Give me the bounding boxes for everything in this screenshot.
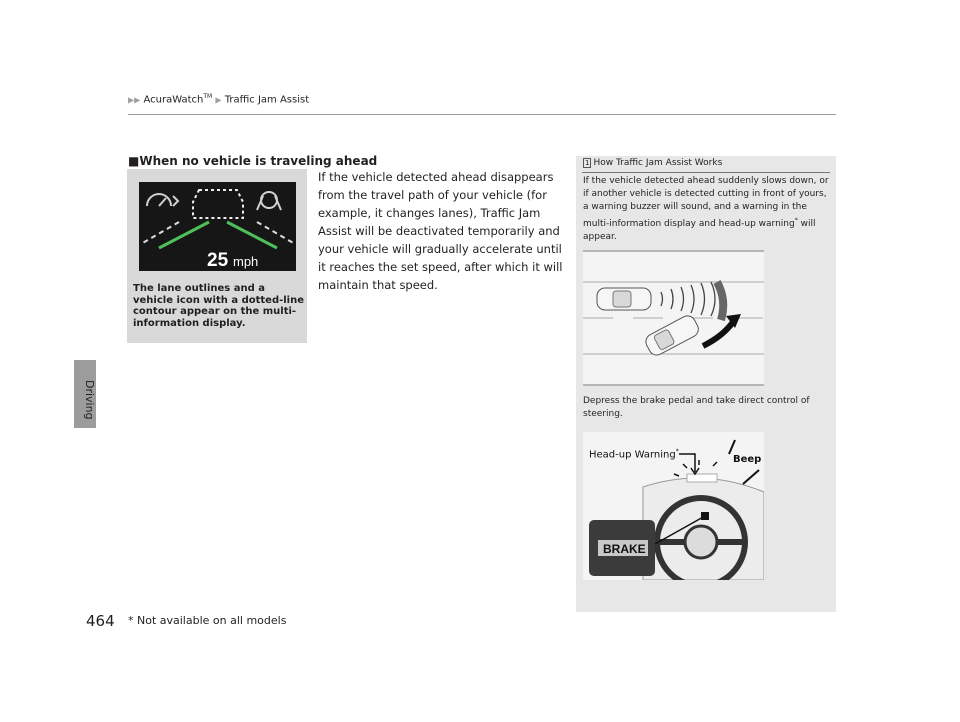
sidebar-text-1: If the vehicle detected ahead suddenly slows down, or if another vehicle is detected cutting in front of yours, a warning buzzer will sound, and a warning in the multi-information display and head-up warning* will appear. (583, 176, 829, 242)
breadcrumb-arrow-icon: ▶ (215, 95, 222, 105)
heading-square-icon: ■ (128, 154, 140, 168)
own-vehicle-icon (597, 288, 651, 310)
sidebar-text-2: Depress the brake pedal and take direct control of steering. (583, 396, 810, 419)
multi-information-display-image (139, 182, 296, 271)
header-rule (128, 114, 836, 115)
display-caption: The lane outlines and a vehicle icon with a dotted-line contour appear on the multi-information display. (133, 283, 305, 329)
head-up-warning-illustration (583, 432, 764, 580)
speed-readout: 25 (207, 250, 229, 271)
reference-icon: 1 (585, 159, 590, 167)
section-tab-label: Driving (83, 380, 96, 420)
head-up-warning-label: Head-up Warning* (589, 448, 679, 461)
section-heading (128, 154, 377, 168)
footnote: * Not available on all models (128, 614, 287, 627)
sidebar-title (583, 158, 722, 168)
breadcrumb-item-traffic-jam-assist[interactable]: Traffic Jam Assist (224, 94, 310, 106)
sidebar-rule (582, 172, 830, 173)
trademark-mark: TM (203, 93, 213, 100)
speed-unit: mph (233, 254, 259, 269)
section-body: If the vehicle detected ahead disappears from the travel path of your vehicle (for example, it changes lanes), Traffic Jam Assist will be deactivated temporarily and your vehicle will gradually accelerate until it reaches the set speed, after which it will maintain that speed. (318, 170, 563, 292)
beep-label: Beep (733, 454, 762, 465)
page-number: 464 (86, 612, 115, 630)
section-heading-text: When no vehicle is traveling ahead (139, 154, 378, 168)
brake-warning-label: BRAKE (603, 542, 646, 556)
breadcrumb-arrow-icon: ▶▶ (128, 95, 141, 105)
footnote-mark: * (794, 217, 798, 224)
breadcrumb-item-acurawatch[interactable]: AcuraWatch (143, 94, 204, 106)
breadcrumb (128, 93, 309, 105)
cut-in-illustration (583, 250, 764, 386)
sidebar-title-text: How Traffic Jam Assist Works (593, 158, 723, 168)
